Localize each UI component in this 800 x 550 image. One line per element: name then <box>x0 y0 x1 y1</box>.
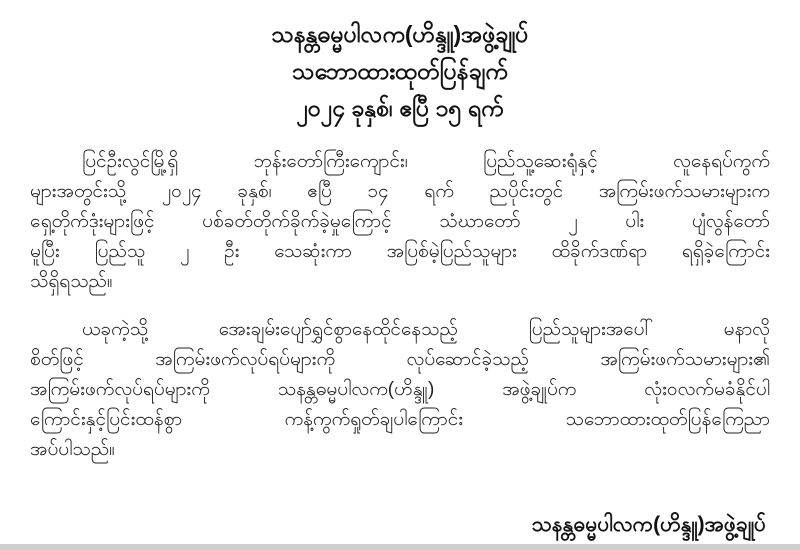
page-bottom-edge <box>0 544 800 550</box>
paragraph-1 <box>30 147 770 297</box>
organization-title: သနန္တဓမ္မပါလက(ဟိန္ဒူ)အဖွဲ့ချုပ် <box>271 21 529 47</box>
paragraph-2-line-3: အကြမ်းဖက်လုပ်ရပ်များကို သနန္တဓမ္မပါလက(ဟိန္ဒူ) အဖွဲ့ချုပ်က လုံးဝလက်မခံနိုင်ပါ <box>30 379 770 400</box>
paragraph-1-line-2: များအတွင်းသို့ ၂၀၂၄ ခုနှစ်၊ ဧပြီ ၁၄ ရက် ညပိုင်းတွင် အကြမ်းဖက်သမားများက <box>30 181 770 202</box>
signature-block <box>30 511 770 542</box>
paragraph-2 <box>30 315 770 465</box>
signature-organization: သနန္တဓမ္မပါလက(ဟိန္ဒူ)အဖွဲ့ချုပ် <box>531 513 766 536</box>
statement-title: သဘောထားထုတ်ပြန်ချက် <box>292 58 508 84</box>
title-block <box>30 16 770 127</box>
paragraph-1-line-5: သိရှိရသည်။ <box>30 271 113 292</box>
paragraph-1-line-3: ရှေ့တိုက်ဒုံးများဖြင့် ပစ်ခတ်တိုက်ခိုက်ခဲ့မှုကြောင့် သံဃာတော် ၂ ပါး ပျံလွန်တော် <box>30 211 770 232</box>
paragraph-1-line-1: ပြင်ဦးလွင်မြို့ရှိ ဘုန်းတော်ကြီးကျောင်း၊ ပြည်သူ့ဆေးရုံနှင့် လူနေရပ်ကွက် <box>82 151 770 172</box>
paragraph-2-line-2: စိတ်ဖြင့် အကြမ်းဖက်လုပ်ရပ်များကို လုပ်ဆောင်ခဲ့သည့် အကြမ်းဖက်သမားများ၏ <box>30 349 770 370</box>
paragraph-2-line-1: ယခုကဲ့သို့ အေးချမ်းပျော်ရွှင်စွာနေထိုင်နေသည့် ပြည်သူများအပေါ် မနာလို <box>82 319 770 340</box>
paragraph-2-line-4: ကြောင်းနှင့်ပြင်းထန်စွာ ကန့်ကွက်ရှုတ်ချပါကြောင်း သဘောထားထုတ်ပြန်ကြေညာ <box>30 409 770 430</box>
paragraph-2-line-5: အပ်ပါသည်။ <box>30 439 115 460</box>
date-line: ၂၀၂၄ ခုနှစ်၊ ဧပြီ ၁၅ ရက် <box>296 95 504 121</box>
paragraph-1-line-4: မူပြီး ပြည်သူ ၂ ဦး သေဆုံးကာ အပြစ်မဲ့ပြည်သူများ ထိခိုက်ဒဏ်ရာ ရရှိခဲ့ကြောင်း <box>30 241 770 262</box>
